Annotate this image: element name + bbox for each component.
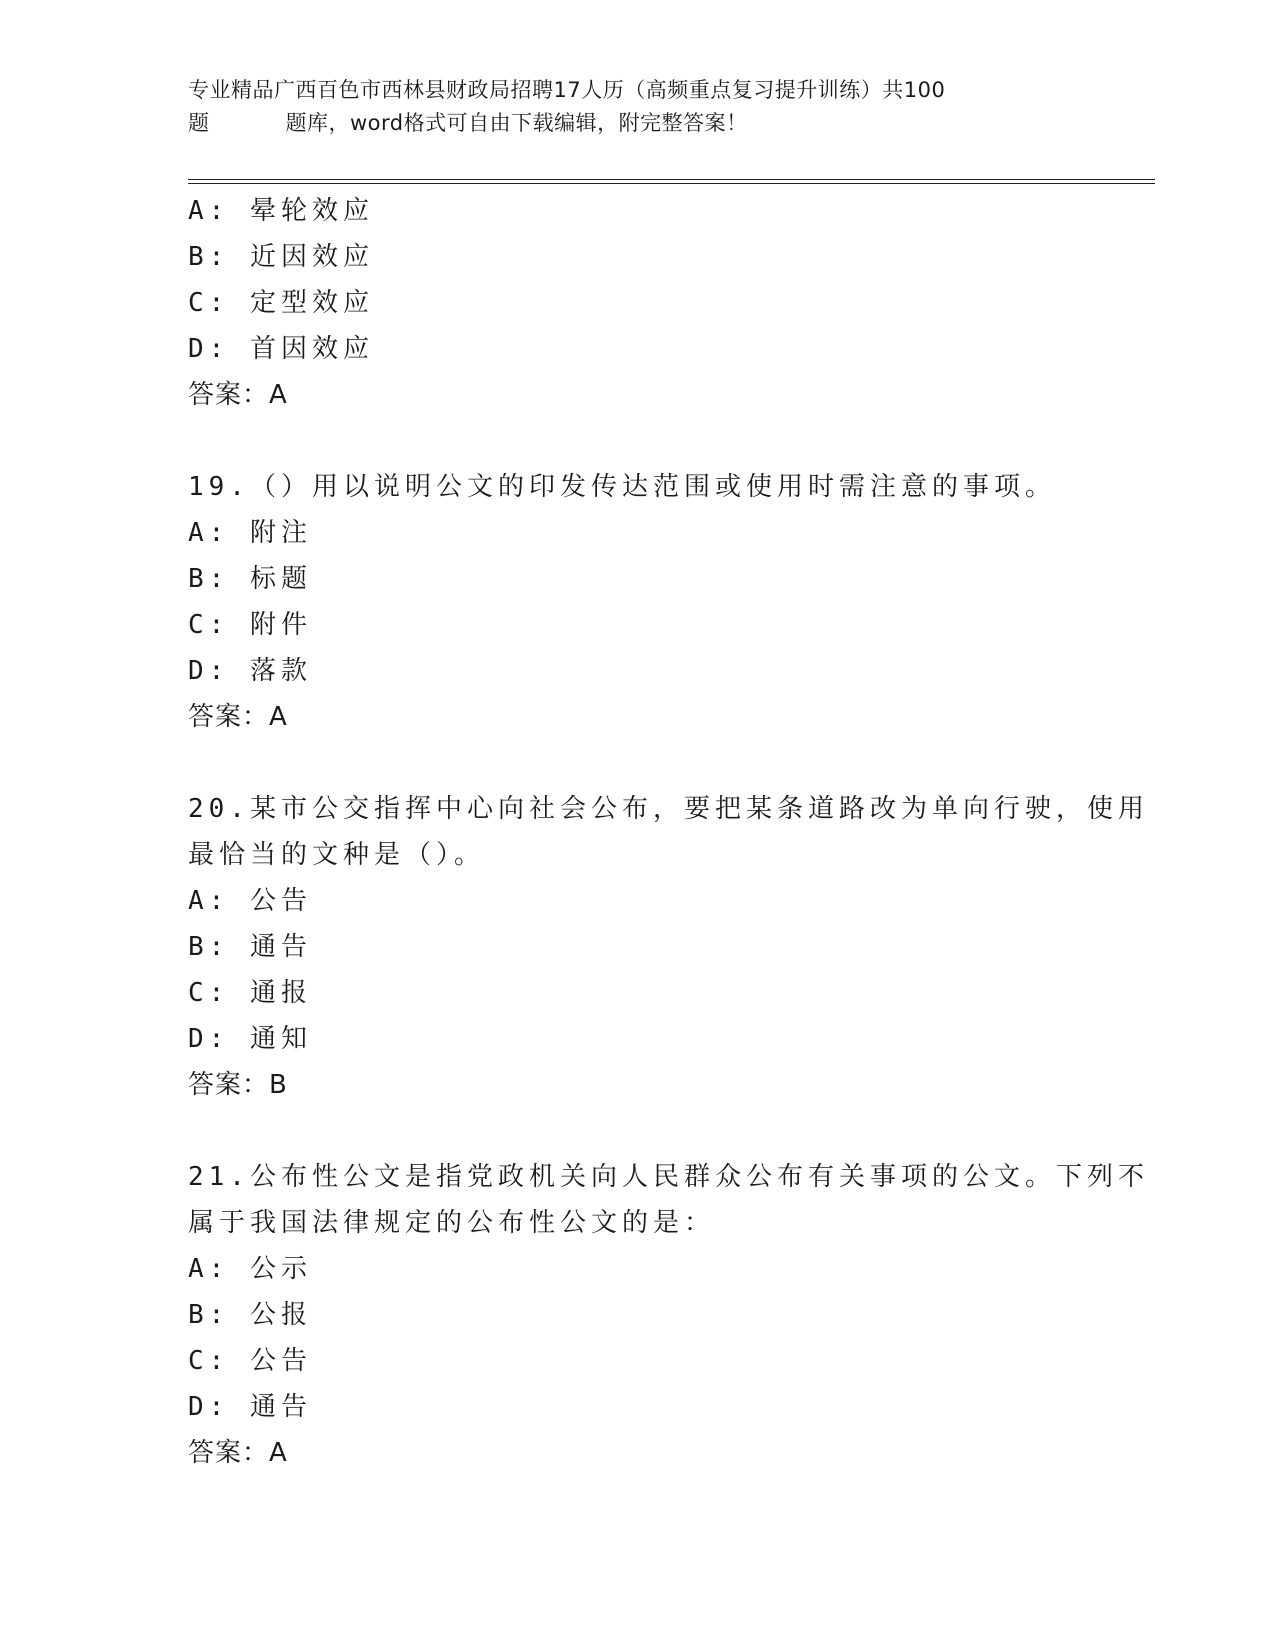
- option-d: D: 通知: [188, 1024, 312, 1054]
- answer: 答案：A: [188, 702, 288, 732]
- option-c: C: 定型效应: [188, 288, 374, 318]
- option-c: C: 通报: [188, 978, 312, 1008]
- question-stem-line-1: 20.某市公交指挥中心向社会公布，要把某条道路改为单向行驶，使用: [188, 794, 1149, 824]
- question-stem-line-2: 最恰当的文种是（）。: [188, 840, 486, 870]
- option-b: B: 通告: [188, 932, 312, 962]
- question-stem: 19.（）用以说明公文的印发传达范围或使用时需注意的事项。: [188, 472, 1056, 502]
- question-list: [188, 188, 1149, 1476]
- question-19: [188, 464, 1088, 740]
- header-divider-bottom: [188, 183, 1155, 184]
- option-d: D: 通告: [188, 1392, 312, 1422]
- option-b: B: 标题: [188, 564, 312, 594]
- question-20: [188, 786, 1149, 1108]
- answer: 答案：A: [188, 380, 288, 410]
- option-d: D: 落款: [188, 656, 312, 686]
- option-b: B: 公报: [188, 1300, 312, 1330]
- option-c: C: 公告: [188, 1346, 312, 1376]
- header-title-line-2-a: 题: [188, 111, 210, 135]
- header-title-line-1: 专业精品广西百色市西林县财政局招聘17人历（高频重点复习提升训练）共100: [188, 78, 946, 102]
- answer: 答案：A: [188, 1438, 288, 1468]
- option-a: A: 公示: [188, 1254, 312, 1284]
- header-divider-top: [188, 179, 1155, 180]
- question-stem-line-1: 21.公布性公文是指党政机关向人民群众公布有关事项的公文。下列不: [188, 1162, 1149, 1192]
- question-21: [188, 1154, 1149, 1476]
- option-c: C: 附件: [188, 610, 312, 640]
- header-title-line-2-b: 题库，word格式可自由下载编辑，附完整答案！: [285, 111, 748, 135]
- option-d: D: 首因效应: [188, 334, 374, 364]
- option-a: A: 附注: [188, 518, 312, 548]
- question-stem-line-2: 属于我国法律规定的公布性公文的是：: [188, 1208, 716, 1238]
- header-title-line-2: [188, 107, 1068, 140]
- question-18-tail: [188, 188, 1088, 418]
- option-b: B: 近因效应: [188, 242, 374, 272]
- answer: 答案：B: [188, 1070, 288, 1100]
- option-a: A: 晕轮效应: [188, 196, 374, 226]
- option-a: A: 公告: [188, 886, 312, 916]
- page-header: [188, 74, 1068, 140]
